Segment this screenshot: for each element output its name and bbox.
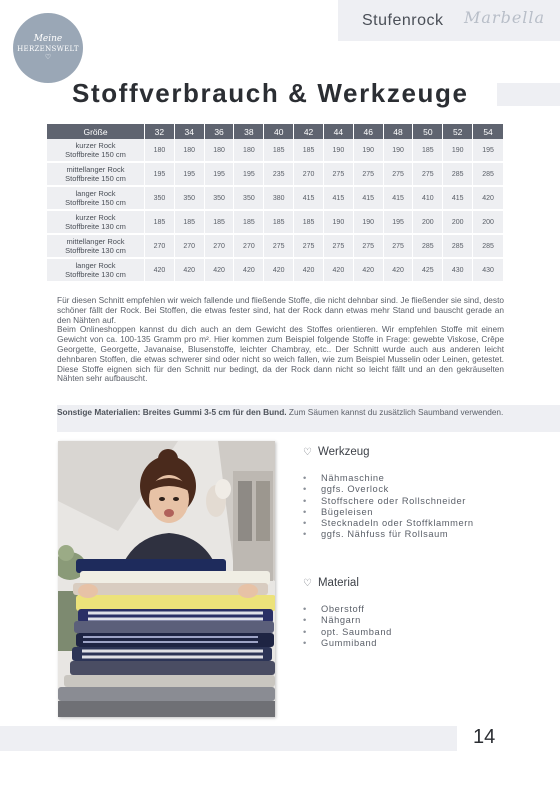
list-item-text: Stecknadeln oder Stoffklammern: [321, 518, 474, 529]
row-label-width: Stoffbreite 150 cm: [65, 150, 126, 159]
table-cell: 200: [443, 211, 473, 235]
table-cell: 270: [234, 235, 264, 259]
list-item: [303, 507, 474, 518]
table-header-size: 44: [324, 124, 354, 139]
table-cell: 275: [264, 235, 294, 259]
table-cell: 420: [234, 259, 264, 283]
table-cell: 415: [354, 187, 384, 211]
table-cell: 270: [145, 235, 175, 259]
row-label-type: kurzer Rock: [75, 213, 116, 222]
bullet-icon: •: [303, 529, 307, 540]
material-list: [303, 604, 392, 649]
table-row-label: [47, 211, 145, 235]
table-header-size: 34: [175, 124, 205, 139]
list-item: [303, 496, 474, 507]
table-header-size-label: Größe: [47, 124, 145, 139]
material-heading: [303, 577, 392, 589]
row-label-type: langer Rock: [75, 261, 116, 270]
table-cell: 275: [324, 235, 354, 259]
werkzeug-heading: [303, 446, 474, 458]
table-cell: 190: [354, 211, 384, 235]
logo-line2: HERZENSWELT: [17, 45, 79, 53]
werkzeug-section: [303, 446, 474, 541]
table-header-row: [47, 124, 503, 139]
bullet-icon: •: [303, 484, 307, 495]
row-label-type: mittellanger Rock: [66, 165, 125, 174]
table-cell: 180: [234, 139, 264, 163]
table-cell: 420: [294, 259, 324, 283]
table-cell: 180: [175, 139, 205, 163]
table-cell: 350: [234, 187, 264, 211]
table-cell: 275: [384, 163, 414, 187]
row-label-width: Stoffbreite 130 cm: [65, 222, 126, 231]
table-cell: 420: [264, 259, 294, 283]
table-row: [47, 211, 503, 235]
table-cell: 195: [205, 163, 235, 187]
list-item: [303, 529, 474, 540]
materials-note-bold: Sonstige Materialien: Breites Gummi 3-5 cm für den Bund.: [57, 407, 287, 417]
table-cell: 195: [234, 163, 264, 187]
list-item-text: Bügeleisen: [321, 506, 374, 517]
material-section: [303, 577, 392, 649]
werkzeug-heading-text: Werkzeug: [317, 446, 370, 458]
table-cell: 195: [145, 163, 175, 187]
photo-illustration: [58, 441, 275, 717]
table-cell: 195: [175, 163, 205, 187]
table-cell: 270: [175, 235, 205, 259]
table-cell: 420: [205, 259, 235, 283]
brand-logo: [13, 13, 83, 83]
list-item: [303, 627, 392, 638]
table-body: [47, 139, 503, 283]
page-number: 14: [473, 726, 496, 748]
table-cell: 285: [443, 235, 473, 259]
table-cell: 195: [473, 139, 503, 163]
bullet-icon: •: [303, 495, 307, 506]
bullet-icon: •: [303, 626, 307, 637]
list-item: [303, 638, 392, 649]
table-cell: 415: [443, 187, 473, 211]
table-cell: 185: [294, 139, 324, 163]
table-cell: 275: [413, 163, 443, 187]
title-accent-band: [497, 83, 560, 106]
table-row: [47, 163, 503, 187]
row-label-width: Stoffbreite 130 cm: [65, 270, 126, 279]
row-label-width: Stoffbreite 150 cm: [65, 198, 126, 207]
table-cell: 200: [473, 211, 503, 235]
table-cell: 270: [205, 235, 235, 259]
list-item: [303, 484, 474, 495]
table-cell: 420: [384, 259, 414, 283]
table-header-size: 48: [384, 124, 414, 139]
row-label-type: kurzer Rock: [75, 141, 116, 150]
werkzeug-list: [303, 473, 474, 541]
table-row-label: [47, 163, 145, 187]
list-item-text: Nähmaschine: [321, 473, 385, 483]
page-title: Stoffverbrauch & Werkzeuge: [72, 78, 469, 108]
table-cell: 380: [264, 187, 294, 211]
list-item: [303, 604, 392, 615]
list-item-text: Gummiband: [321, 637, 378, 648]
list-item-text: ggfs. Nähfuss für Rollsaum: [321, 529, 449, 540]
logo-heart-icon: ♡: [44, 54, 52, 61]
header-title: Stufenrock: [362, 12, 444, 29]
table-header-size: 36: [205, 124, 235, 139]
table-cell: 185: [264, 211, 294, 235]
row-label-width: Stoffbreite 150 cm: [65, 174, 126, 183]
table-header-size: 42: [294, 124, 324, 139]
table-cell: 185: [294, 211, 324, 235]
table-cell: 185: [175, 211, 205, 235]
logo-line1: Meine: [33, 34, 63, 44]
table-cell: 275: [294, 235, 324, 259]
table-cell: 180: [205, 139, 235, 163]
table-row: [47, 235, 503, 259]
table-cell: 195: [384, 211, 414, 235]
table-cell: 415: [294, 187, 324, 211]
table-cell: 420: [324, 259, 354, 283]
materials-note-rest: Zum Säumen kannst du zusätzlich Saumband verwenden.: [286, 407, 504, 417]
table-row: [47, 259, 503, 283]
fabric-recommendation-text: [57, 296, 504, 384]
table-cell: 275: [354, 235, 384, 259]
table-cell: 235: [264, 163, 294, 187]
bullet-icon: •: [303, 615, 307, 626]
table-cell: 185: [264, 139, 294, 163]
table-cell: 420: [354, 259, 384, 283]
table-cell: 190: [354, 139, 384, 163]
table-cell: 285: [443, 163, 473, 187]
list-item: [303, 518, 474, 529]
table-cell: 275: [384, 235, 414, 259]
table-cell: 190: [324, 211, 354, 235]
bullet-icon: •: [303, 473, 307, 483]
list-item: [303, 473, 474, 484]
table-cell: 430: [443, 259, 473, 283]
table-cell: 275: [324, 163, 354, 187]
table-cell: 185: [234, 211, 264, 235]
list-item: [303, 615, 392, 626]
materials-note: [57, 407, 504, 418]
list-item-text: ggfs. Overlock: [321, 484, 389, 495]
fabric-size-table: [47, 124, 503, 283]
table-cell: 180: [145, 139, 175, 163]
footer-band: [0, 726, 457, 751]
table-cell: 350: [145, 187, 175, 211]
table-cell: 350: [205, 187, 235, 211]
material-heading-text: Material: [317, 577, 359, 589]
table-row-label: [47, 139, 145, 163]
table-cell: 430: [473, 259, 503, 283]
table-row: [47, 187, 503, 211]
woman-holding-fabric-stack-photo: [58, 441, 275, 717]
table-header-size: 52: [443, 124, 473, 139]
table-cell: 420: [145, 259, 175, 283]
heart-icon: ♡: [303, 446, 312, 458]
table-cell: 410: [413, 187, 443, 211]
table-cell: 190: [384, 139, 414, 163]
list-item-text: Nähgarn: [321, 615, 361, 626]
table-cell: 190: [443, 139, 473, 163]
table-cell: 415: [384, 187, 414, 211]
table-cell: 185: [413, 139, 443, 163]
table-header-size: 46: [354, 124, 384, 139]
table-header-size: 50: [413, 124, 443, 139]
table-row: [47, 139, 503, 163]
table-header-size: 54: [473, 124, 503, 139]
list-item-text: Oberstoff: [321, 604, 365, 614]
paragraph: Für diesen Schnitt empfehlen wir weich fallende und fließende Stoffe, die nicht dehnbar sind. Je fließender sie sind, desto schöner fällt der Rock. Bei Stoffen, die etwas fester sind, hat der Rock dann etwas mehr Stand und bauscht gerade an den Nähten auf.: [57, 295, 504, 325]
row-label-type: mittellanger Rock: [66, 237, 125, 246]
table-cell: 350: [175, 187, 205, 211]
table-row-label: [47, 187, 145, 211]
table-cell: 285: [473, 163, 503, 187]
table-cell: 185: [205, 211, 235, 235]
paragraph: Beim Onlineshoppen kannst du dich auch an dem Gewicht des Stoffes orientieren. Wir empfehlen Stoffe mit einem Gewicht von ca. 100-135 Gramm pro m². Hier kommen zum Beispiel folgende Stoffe in Frage: gewebte Viskose, Crêpe Georgette, Georgette, Javanaise, Blusenstoffe, leichter Chambray, etc.. Der Schnitt wurde auch aus anderen leicht dehnbaren Stoffen, die etwas schwerer sind oder nicht so weich fallen, wie zum Beispiel Musselin oder Leinen, getestet. Diese Stoffe eignen sich für den Schnitt nur bedingt, da der Rock dann nicht so leicht fällt und an den gekräuselten Nähten sehr aufbauscht.: [57, 324, 504, 384]
table-cell: 425: [413, 259, 443, 283]
row-label-width: Stoffbreite 130 cm: [65, 246, 126, 255]
table-header-size: 40: [264, 124, 294, 139]
bullet-icon: •: [303, 604, 307, 614]
table-cell: 415: [324, 187, 354, 211]
table-cell: 420: [473, 187, 503, 211]
list-item-text: opt. Saumband: [321, 626, 392, 637]
heart-icon: ♡: [303, 577, 312, 589]
table-cell: 420: [175, 259, 205, 283]
table-cell: 190: [324, 139, 354, 163]
table-cell: 275: [354, 163, 384, 187]
header-script-title: Marbella: [464, 8, 546, 27]
table-cell: 285: [413, 235, 443, 259]
row-label-type: langer Rock: [75, 189, 116, 198]
table-cell: 185: [145, 211, 175, 235]
table-cell: 285: [473, 235, 503, 259]
list-item-text: Stoffschere oder Rollschneider: [321, 495, 466, 506]
table-header-size: 38: [234, 124, 264, 139]
table-row-label: [47, 235, 145, 259]
bullet-icon: •: [303, 506, 307, 517]
bullet-icon: •: [303, 637, 307, 648]
bullet-icon: •: [303, 518, 307, 529]
table-cell: 200: [413, 211, 443, 235]
table-row-label: [47, 259, 145, 283]
table-cell: 270: [294, 163, 324, 187]
table-header-size: 32: [145, 124, 175, 139]
